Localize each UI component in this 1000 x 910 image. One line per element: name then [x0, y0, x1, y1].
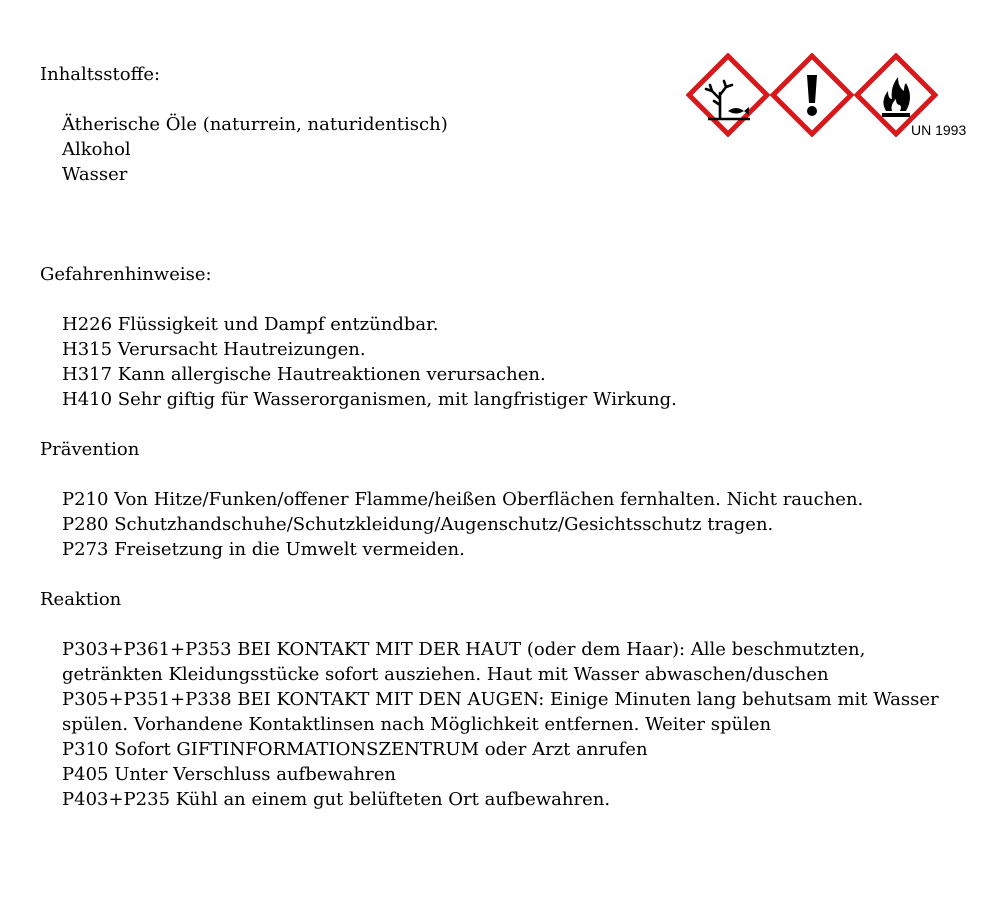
ingredients-heading: Inhaltsstoffe:: [40, 64, 161, 85]
list-item: Alkohol: [62, 139, 131, 160]
label-document: [40, 62, 980, 812]
list-item: P403+P235 Kühl an einem gut belüfteten Ort aufbewahren.: [62, 789, 611, 810]
list-item: H410 Sehr giftig für Wasserorganismen, mit langfristiger Wirkung.: [62, 389, 677, 410]
list-item: P305+P351+P338 BEI KONTAKT MIT DEN AUGEN: Einige Minuten lang behutsam mit Wasser: [62, 689, 939, 710]
list-item: spülen. Vorhandene Kontaktlinsen nach Möglichkeit entfernen. Weiter spülen: [62, 714, 772, 735]
list-item: P273 Freisetzung in die Umwelt vermeiden.: [62, 539, 465, 560]
list-item: Wasser: [62, 164, 128, 185]
list-item: Ätherische Öle (naturrein, naturidentisch): [62, 114, 448, 135]
hazards-list: [40, 312, 980, 412]
list-item: P405 Unter Verschluss aufbewahren: [62, 764, 396, 785]
ghs-pictograms: [686, 53, 980, 143]
un-number: UN 1993: [911, 122, 967, 138]
list-item: H315 Verursacht Hautreizungen.: [62, 339, 366, 360]
list-item: getränkten Kleidungsstücke sofort ausziehen. Haut mit Wasser abwaschen/duschen: [62, 664, 829, 685]
reaction-list: [40, 637, 980, 812]
reaction-heading: Reaktion: [40, 589, 122, 610]
list-item: H226 Flüssigkeit und Dampf entzündbar.: [62, 314, 439, 335]
environment-hazard-icon: [686, 53, 770, 137]
prevention-list: [40, 487, 980, 562]
hazards-heading: Gefahrenhinweise:: [40, 264, 212, 285]
list-item: P303+P361+P353 BEI KONTAKT MIT DER HAUT (oder dem Haar): Alle beschmutzten,: [62, 639, 866, 660]
list-item: P210 Von Hitze/Funken/offener Flamme/heißen Oberflächen fernhalten. Nicht rauchen.: [62, 489, 864, 510]
list-item: P310 Sofort GIFTINFORMATIONSZENTRUM oder Arzt anrufen: [62, 739, 648, 760]
list-item: P280 Schutzhandschuhe/Schutzkleidung/Augenschutz/Gesichtsschutz tragen.: [62, 514, 774, 535]
list-item: H317 Kann allergische Hautreaktionen verursachen.: [62, 364, 546, 385]
exclamation-mark-icon: [770, 53, 854, 137]
prevention-heading: Prävention: [40, 439, 140, 460]
